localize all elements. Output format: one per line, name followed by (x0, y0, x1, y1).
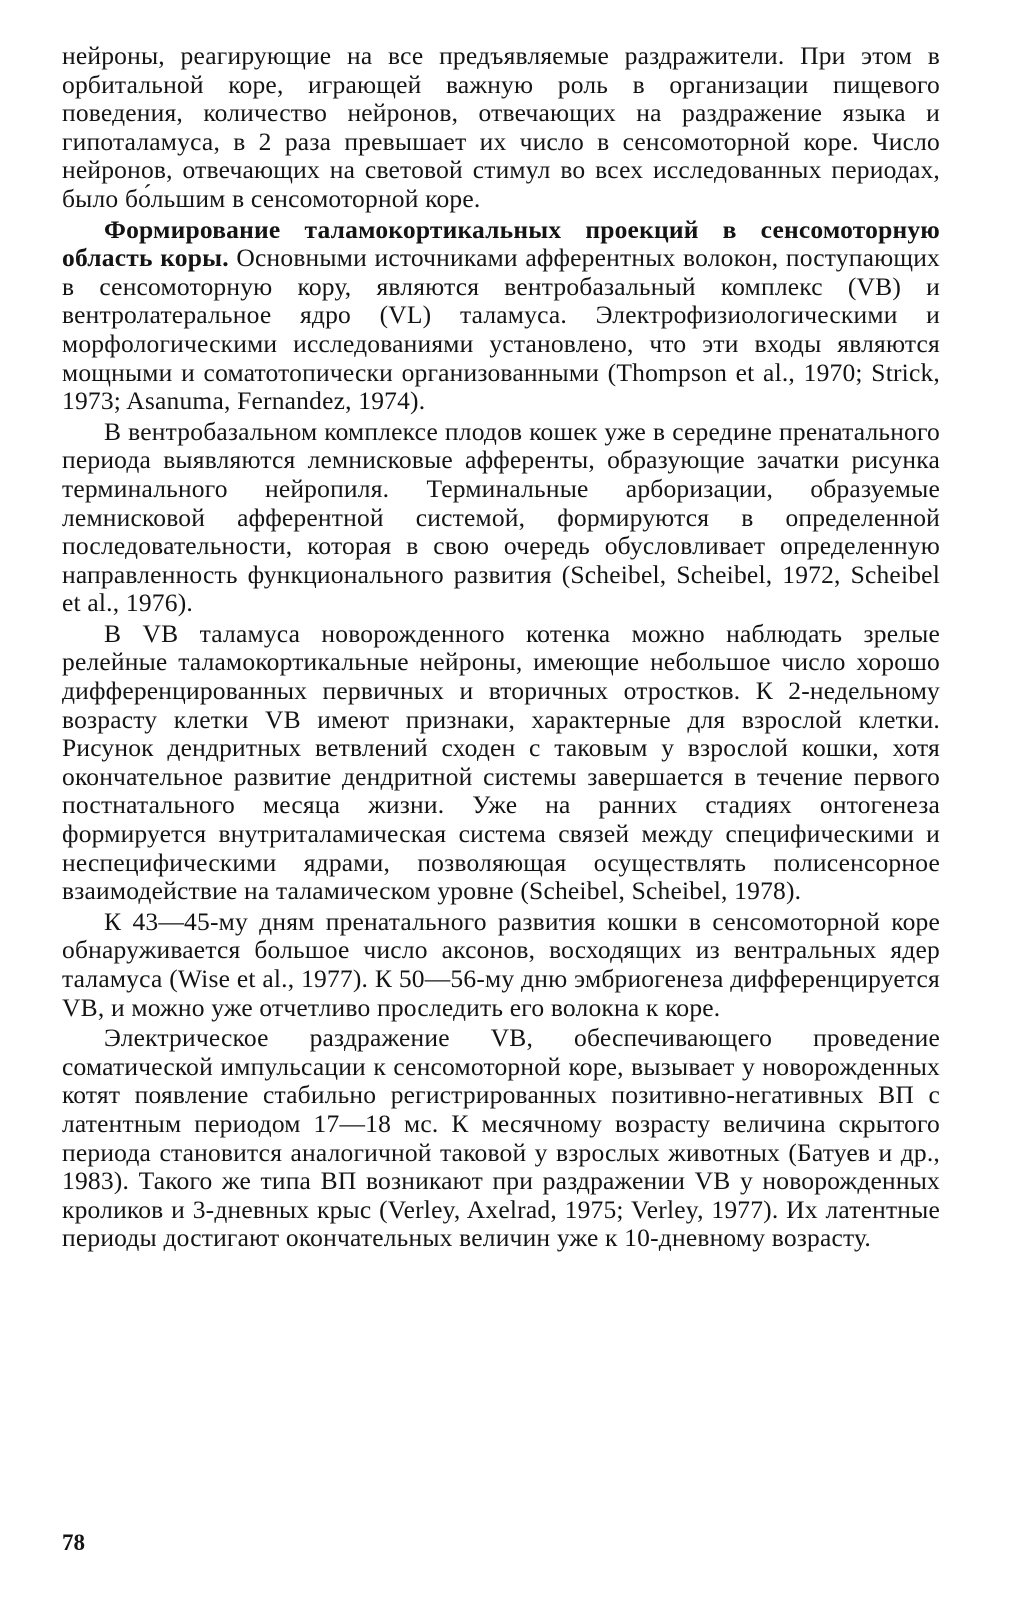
paragraph-section-start (62, 216, 940, 416)
section-intro-text: Основными источниками афферентных волокон, поступающих в сенсомоторную кору, являются вентробазальный комплекс (VB) и вентролатеральное ядро (VL) таламуса. Электрофизиологическими и морфологическими исследованиями установлено, что эти входы являются мощными и соматотопически организованными (Thompson et al., 1970; Strick, 1973; Asanuma, Fernandez, 1974). (62, 243, 940, 416)
paragraph-electrical-stimulation: Электрическое раздражение VB, обеспечивающего проведение соматической импульсации к сенсомоторной коре, вызывает у новорожденных котят появление стабильно регистрированных позитивно-негативных ВП с латентным периодом 17—18 мс. К месячному возрасту величина скрытого периода становится аналогичной таковой у взрослых животных (Батуев и др., 1983). Такого же типа ВП возникают при раздражении VB у новорожденных кроликов и 3-дневных крыс (Verley, Axelrad, 1975; Verley, 1977). Их латентные периоды достигают окончательных величин уже к 10-дневному возрасту. (62, 1023, 940, 1253)
page-number: 78 (62, 1530, 85, 1555)
page-body (62, 42, 940, 1253)
paragraph-vb-newborn: В VB таламуса новорожденного котенка можно наблюдать зрелые релейные таламокортикальные нейроны, имеющие небольшое число хорошо дифференцированных первичных и вторичных отростков. К 2-недельному возрасту клетки VB имеют признаки, характерные для взрослой клетки. Рисунок дендритных ветвлений сходен с таковым у взрослой кошки, хотя окончательное развитие дендритной системы завершается в течение первого постнатального месяца жизни. Уже на ранних стадиях онтогенеза формируется внутриталамическая система связей между специфическими и неспецифическими ядрами, позволяющая осуществлять полисенсорное взаимодействие на таламическом уровне (Scheibel, Scheibel, 1978). (62, 618, 940, 906)
paragraph-continuation: нейроны, реагирующие на все предъявляемые раздражители. При этом в орбитальной коре, играющей важную роль в организации пищевого поведения, количество нейронов, отвечающих на раздражение языка и гипоталамуса, в 2 раза превышает их число в сенсомоторной коре. Число нейронов, отвечающих на световой стимул во всех исследованных периодах, было бо́льшим в сенсомоторной коре. (62, 41, 940, 213)
section-heading: Формирование таламокортикальных проекций в сенсомоторную область коры. (62, 214, 940, 273)
paragraph-vb-complex: В вентробазальном комплексе плодов кошек уже в середине пренатального периода выявляются лемнисковые афференты, образующие зачатки рисунка терминального нейропиля. Терминальные арборизации, образуемые лемнисковой афферентной системой, формируются в определенной последовательности, которая в свою очередь обусловливает определенную направленность функционального развития (Scheibel, Scheibel, 1972, Scheibel et al., 1976). (62, 416, 940, 618)
paragraph-prenatal-development: К 43—45-му дням пренатального развития кошки в сенсомоторной коре обнаруживается большое число аксонов, восходящих из вентральных ядер таламуса (Wise et al., 1977). К 50—56-му дню эмбриогенеза дифференцируется VB, и можно уже отчетливо проследить его волокна к коре. (62, 906, 940, 1022)
